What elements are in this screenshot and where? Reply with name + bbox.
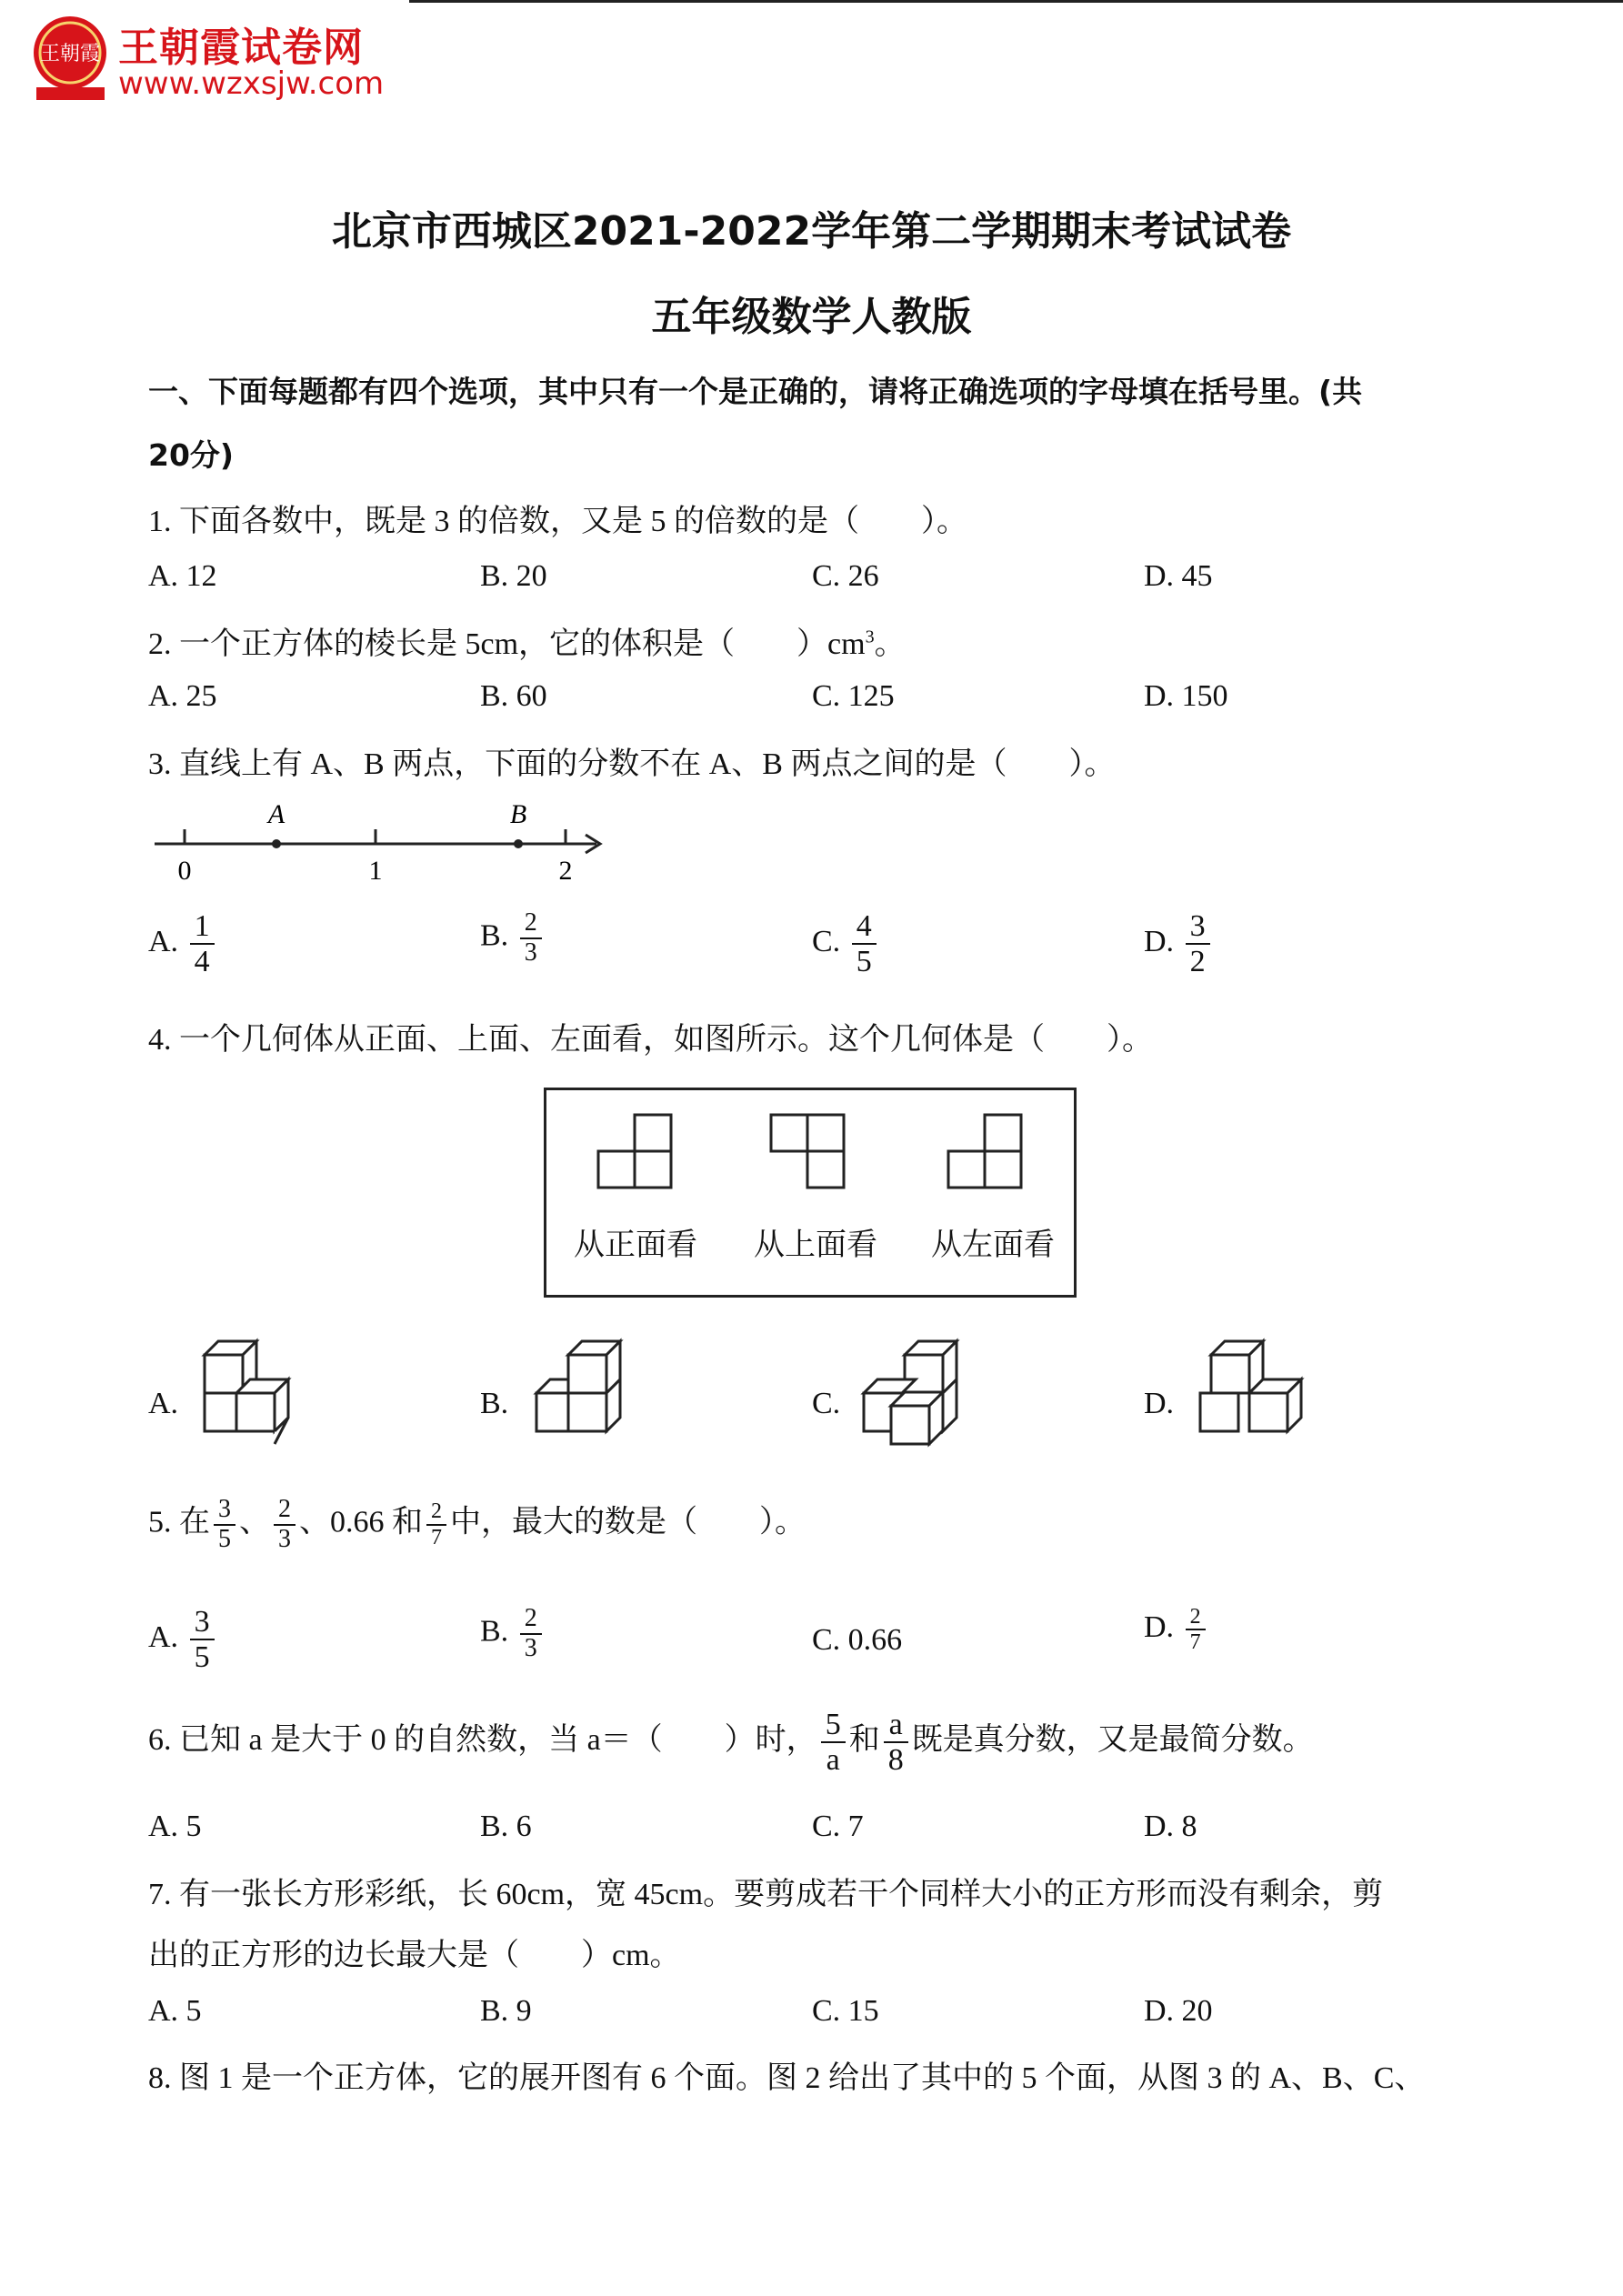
q7-option-b: B. 9 [480, 1994, 532, 2028]
q3-option-b [480, 909, 546, 968]
q2-text-end: 。 [874, 627, 906, 661]
q5-f3-numerator: 2 [426, 1499, 446, 1525]
tick-label-0: 0 [177, 856, 192, 886]
q1-option-b: B. 20 [480, 559, 547, 593]
q3-option-d [1144, 909, 1214, 979]
q3-c-denominator: 5 [856, 945, 872, 979]
q2-option-a: A. 25 [148, 679, 217, 713]
q5-f2-numerator: 2 [274, 1496, 296, 1526]
q4-option-c-cubes-icon [859, 1337, 987, 1464]
q6-mid: 和 [848, 1723, 880, 1758]
q6-f1-numerator: 5 [821, 1708, 846, 1743]
tick-label-1: 1 [368, 856, 383, 886]
q2-option-b: B. 60 [480, 679, 547, 713]
q6-f1-denominator: a [826, 1743, 840, 1778]
q6-option-c: C. 7 [812, 1810, 864, 1843]
q3-a-numerator: 1 [190, 909, 215, 945]
question-4: 4. 一个几何体从正面、上面、左面看，如图所示。这个几何体是（ ）。 [148, 1023, 1153, 1057]
seal-text: 王朝霞 [39, 43, 101, 65]
q1-option-c: C. 26 [812, 559, 879, 593]
q6-f2-denominator: 8 [887, 1743, 904, 1778]
question-1: 1. 下面各数中，既是 3 的倍数，又是 5 的倍数的是（ ）。 [148, 505, 967, 538]
question-2 [148, 618, 906, 663]
question-7: 7. 有一张长方形彩纸，长 60cm，宽 45cm。要剪成若干个同样大小的正方形而没有剩余，剪 [148, 1878, 1384, 1911]
q3-d-denominator: 2 [1189, 945, 1206, 979]
q3-option-c [812, 909, 880, 979]
q5-f1-numerator: 3 [214, 1496, 235, 1526]
q6-suffix: 既是真分数，又是最简分数。 [911, 1723, 1314, 1758]
brand-name: 王朝霞试卷网 [118, 25, 364, 71]
q6-option-d: D. 8 [1144, 1810, 1197, 1843]
q5-option-c: C. 0.66 [812, 1623, 903, 1657]
q7-option-d: D. 20 [1144, 1994, 1213, 2028]
q5-a-denominator: 5 [194, 1640, 210, 1675]
q5-prefix: 5. 在 [148, 1505, 210, 1539]
q5-option-d-label: D. [1144, 1610, 1175, 1645]
q6-prefix: 6. 已知 a 是大于 0 的自然数，当 a＝（ ）时， [148, 1723, 817, 1758]
q3-option-a-label: A. [148, 925, 179, 959]
q5-a-numerator: 3 [190, 1605, 215, 1640]
q6-f2-numerator: a [884, 1708, 908, 1743]
q7-option-a: A. 5 [148, 1994, 202, 2028]
top-view-icon [769, 1113, 851, 1190]
q3-option-a [148, 909, 218, 979]
q4-option-b-cubes-icon [532, 1337, 659, 1464]
page-subtitle: 五年级数学人教版 [651, 294, 972, 340]
question-3: 3. 直线上有 A、B 两点，下面的分数不在 A、B 两点之间的是（ ）。 [148, 747, 1116, 781]
q3-c-numerator: 4 [852, 909, 877, 945]
q3-option-d-label: D. [1144, 925, 1175, 959]
q5-d-numerator: 2 [1186, 1605, 1206, 1630]
q5-sep: 、 [239, 1505, 270, 1539]
brand-url[interactable]: www.wzxsjw.com [118, 65, 385, 102]
q2-option-d: D. 150 [1144, 679, 1228, 713]
q5-option-a-label: A. [148, 1620, 179, 1655]
three-views-figure [544, 1088, 1077, 1298]
q7-option-c: C. 15 [812, 1994, 879, 2028]
section-heading: 一、下面每题都有四个选项，其中只有一个是正确的，请将正确选项的字母填在括号里。(共 [148, 374, 1363, 409]
q6-option-b: B. 6 [480, 1810, 532, 1843]
q2-unit-exponent: 3 [865, 627, 875, 647]
q1-option-d: D. 45 [1144, 559, 1213, 593]
q5-option-b [480, 1605, 546, 1663]
q3-b-denominator: 3 [524, 937, 537, 967]
q4-option-b-label: B. [480, 1387, 509, 1420]
top-view-label: 从上面看 [754, 1227, 877, 1263]
left-view-label: 从左面看 [931, 1227, 1055, 1263]
q2-option-c: C. 125 [812, 679, 895, 713]
front-view-label: 从正面看 [574, 1227, 697, 1263]
section-heading-cont: 20分) [148, 437, 235, 473]
question-7-cont: 出的正方形的边长最大是（ ）cm。 [148, 1939, 681, 1972]
page-title: 北京市西城区2021-2022学年第二学期期末考试试卷 [331, 208, 1292, 255]
number-line-figure [155, 800, 609, 900]
q4-option-c-label: C. [812, 1387, 841, 1420]
q5-option-b-label: B. [480, 1614, 509, 1649]
site-logo[interactable] [27, 13, 409, 104]
q5-option-d [1144, 1605, 1209, 1655]
seal-logo-icon [27, 13, 114, 104]
q3-a-denominator: 4 [194, 945, 210, 979]
q5-option-a [148, 1605, 218, 1675]
question-8: 8. 图 1 是一个正方体，它的展开图有 6 个面。图 2 给出了其中的 5 个面，从图 3 的 A、B、C、 [148, 2061, 1426, 2095]
q5-f2-denominator: 3 [278, 1524, 291, 1553]
q5-f3-denominator: 7 [431, 1525, 442, 1549]
question-5 [148, 1496, 806, 1554]
q3-option-c-label: C. [812, 925, 841, 959]
q4-option-a-cubes-icon [200, 1337, 318, 1464]
q5-mid: 、0.66 和 [299, 1505, 423, 1539]
header-rule [409, 0, 1623, 3]
q6-option-a: A. 5 [148, 1810, 202, 1843]
tick-label-2: 2 [558, 856, 573, 886]
q5-suffix: 中，最大的数是（ ）。 [450, 1505, 806, 1539]
q4-option-d-cubes-icon [1191, 1337, 1318, 1464]
q2-text: 2. 一个正方体的棱长是 5cm，它的体积是（ ）cm [148, 627, 866, 661]
front-view-icon [596, 1113, 678, 1190]
point-b-label: B [509, 799, 527, 829]
point-a [272, 839, 281, 848]
q5-b-numerator: 2 [520, 1605, 542, 1635]
q3-option-b-label: B. [480, 918, 509, 953]
left-view-icon [947, 1113, 1028, 1190]
q1-option-a: A. 12 [148, 559, 217, 593]
q5-b-denominator: 3 [524, 1633, 537, 1662]
q5-f1-denominator: 5 [218, 1524, 231, 1553]
q3-d-numerator: 3 [1186, 909, 1210, 945]
question-6 [148, 1708, 1314, 1778]
q3-b-numerator: 2 [520, 909, 542, 939]
point-b [514, 839, 523, 848]
q5-d-denominator: 7 [1189, 1630, 1201, 1655]
q4-option-a-label: A. [148, 1387, 179, 1420]
point-a-label: A [267, 799, 286, 829]
q4-option-d-label: D. [1144, 1387, 1175, 1420]
